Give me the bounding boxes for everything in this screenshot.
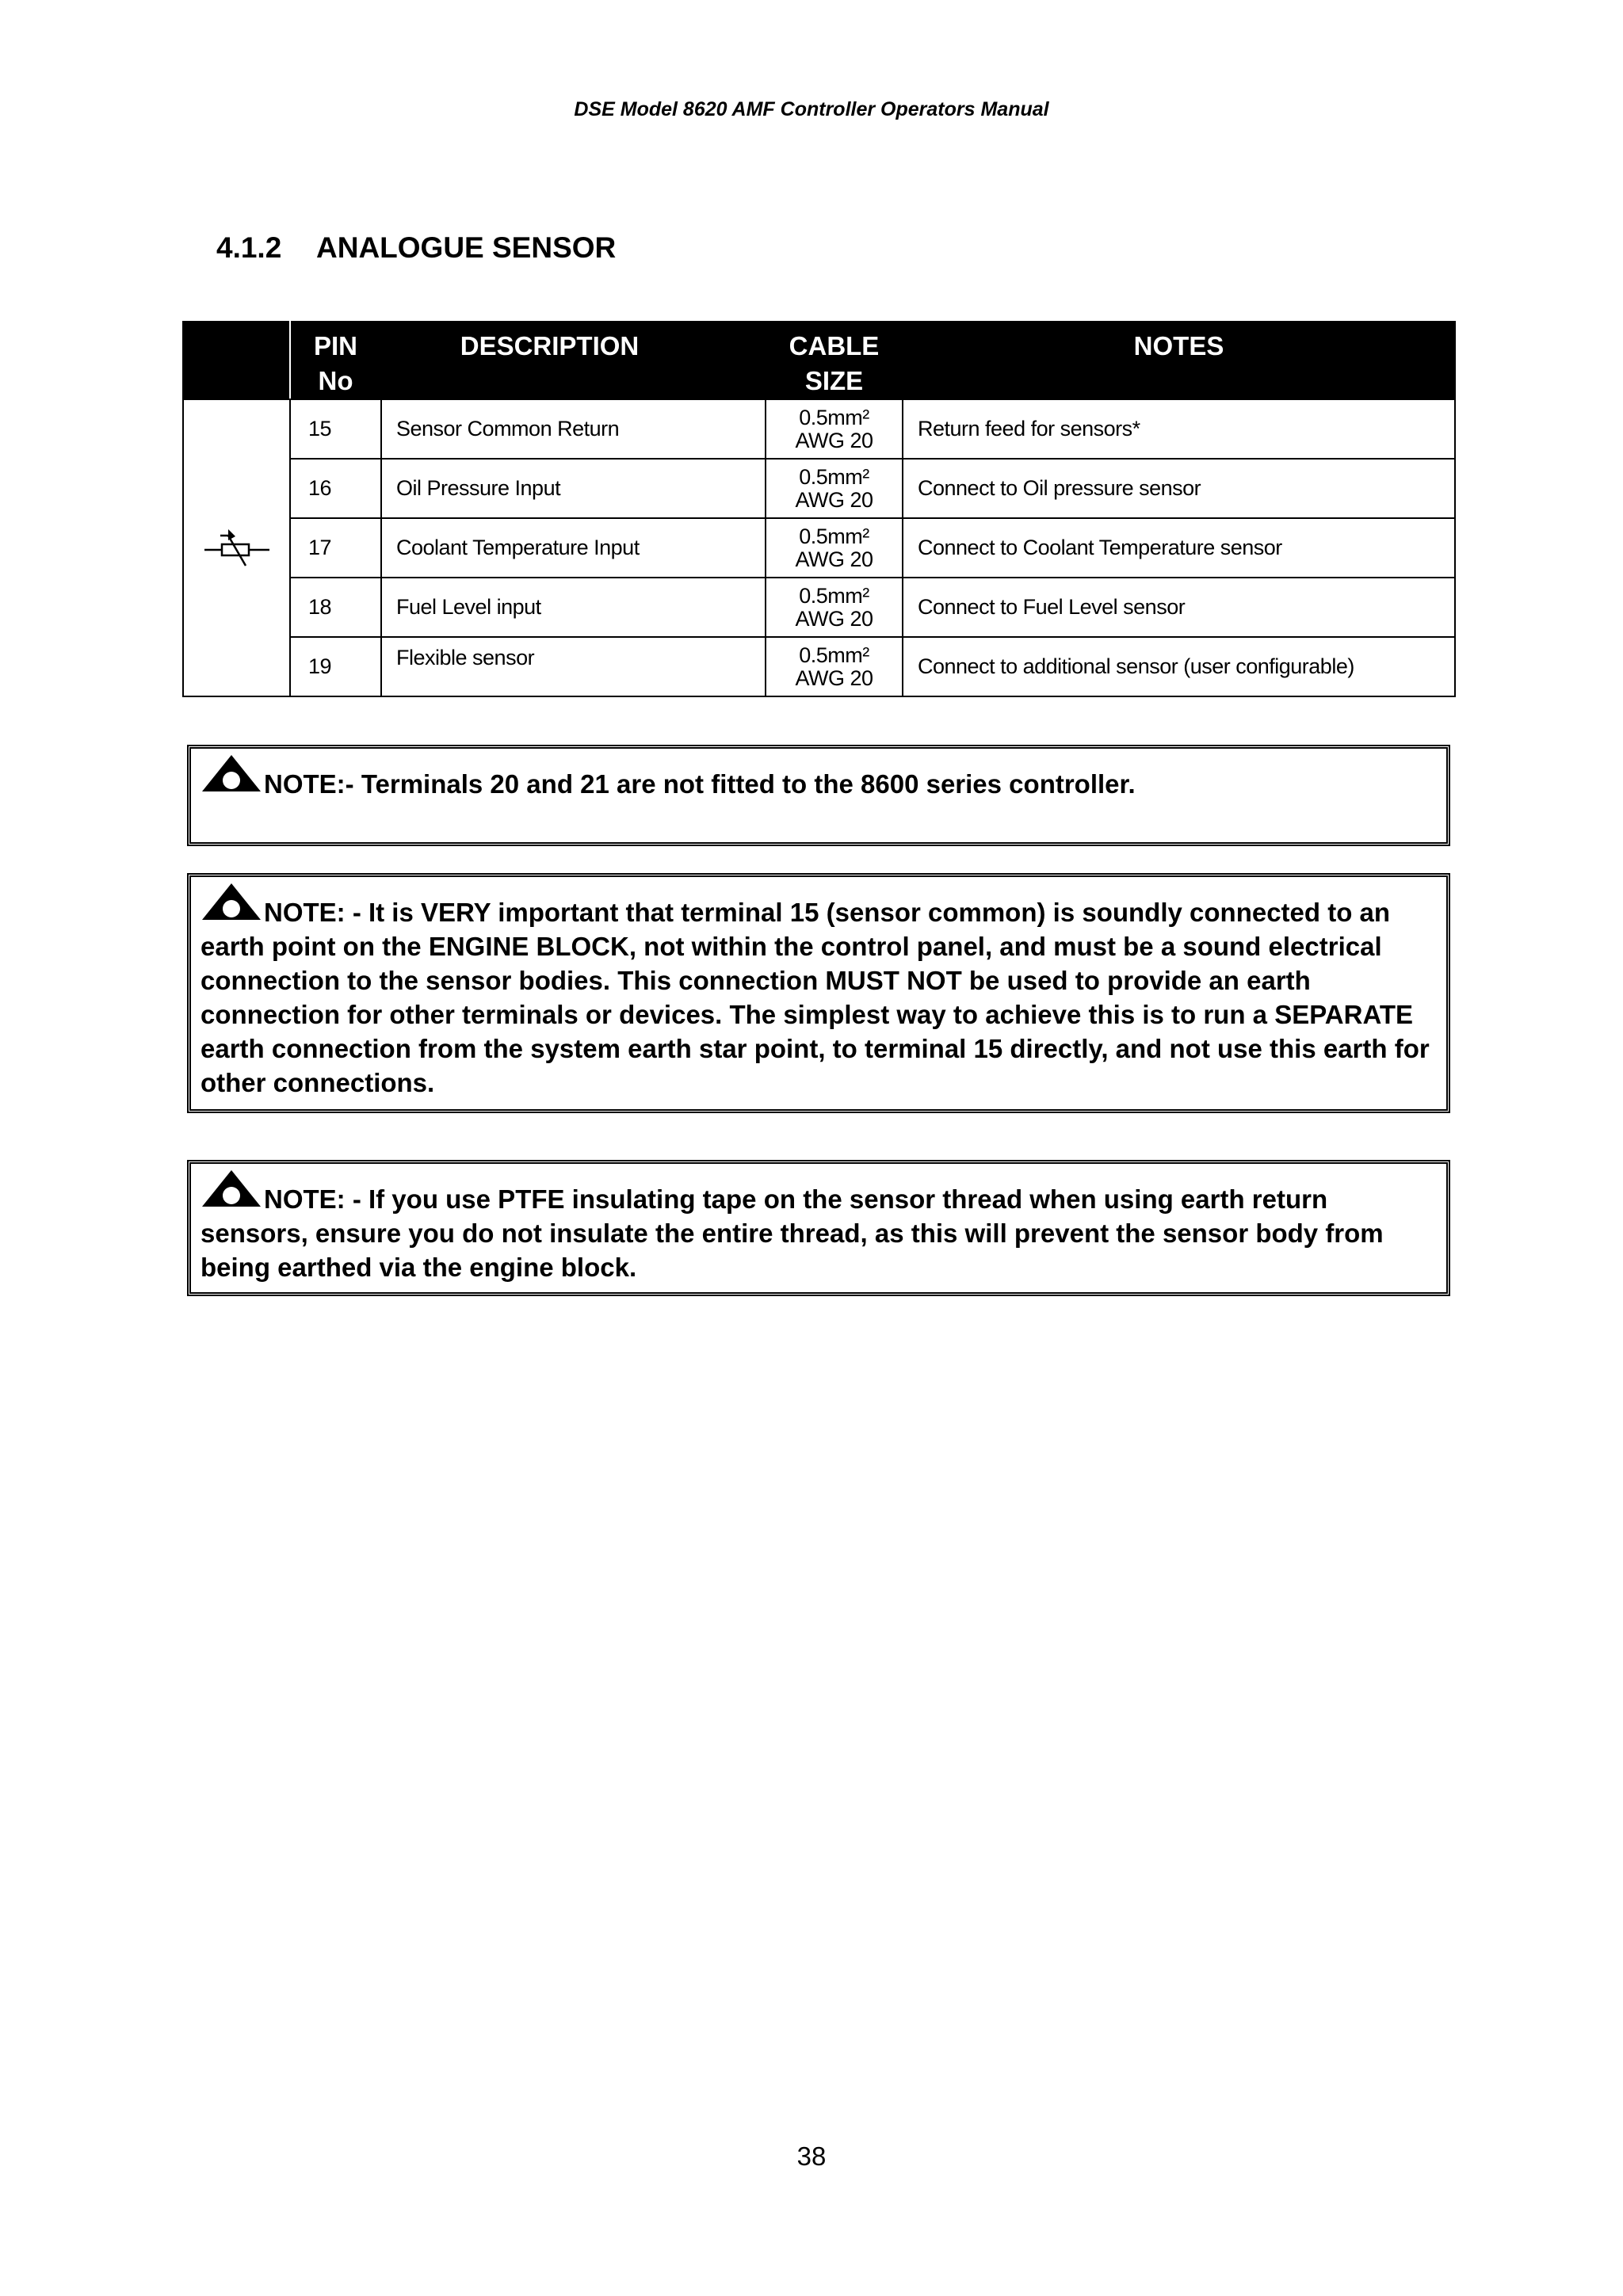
cable-awg: AWG 20 <box>795 428 873 452</box>
section-number: 4.1.2 <box>216 231 282 264</box>
header-notes: NOTES <box>903 322 1455 399</box>
header-description: DESCRIPTION <box>381 322 766 399</box>
cable-mm: 0.5mm² <box>799 464 869 489</box>
cable-mm: 0.5mm² <box>799 405 869 429</box>
running-header: DSE Model 8620 AMF Controller Operators Manual <box>574 98 1049 120</box>
note-box <box>187 1160 1450 1296</box>
cable-mm: 0.5mm² <box>799 643 869 667</box>
cable-mm: 0.5mm² <box>799 583 869 608</box>
table-row <box>183 578 1455 637</box>
header-symbol-cell <box>183 322 290 399</box>
pin-description: Coolant Temperature Input <box>381 518 766 578</box>
note-text: NOTE: - If you use PTFE insulating tape on the sensor thread when using earth return sensors, ensure you do not insulate the entire thread, as this will prevent the sensor body from being earthed via the engine block. <box>200 1184 1384 1282</box>
header-cable-label: CABLE <box>789 331 880 360</box>
sensor-symbol-cell <box>183 399 290 696</box>
pin-no: 18 <box>290 578 381 637</box>
page-number: 38 <box>796 2142 827 2171</box>
cable-size <box>766 637 903 696</box>
cable-size <box>766 518 903 578</box>
pin-notes: Connect to Coolant Temperature sensor <box>903 518 1455 578</box>
section-title <box>216 231 616 265</box>
note-text: NOTE:- Terminals 20 and 21 are not fitted to the 8600 series controller. <box>264 769 1136 799</box>
table-row <box>183 459 1455 518</box>
table-row <box>183 637 1455 696</box>
pin-description: Oil Pressure Input <box>381 459 766 518</box>
cable-awg: AWG 20 <box>795 487 873 512</box>
analogue-sensor-table <box>182 321 1456 697</box>
cable-size <box>766 399 903 459</box>
variable-resistor-sensor-icon <box>201 524 273 572</box>
pin-no: 16 <box>290 459 381 518</box>
warning-triangle-icon <box>200 753 262 793</box>
pin-no: 19 <box>290 637 381 696</box>
section-heading: ANALOGUE SENSOR <box>316 231 617 264</box>
table-header-row <box>183 322 1455 399</box>
pin-description: Sensor Common Return <box>381 399 766 459</box>
pin-description: Flexible sensor <box>381 637 766 696</box>
pin-description: Fuel Level input <box>381 578 766 637</box>
pin-notes: Return feed for sensors* <box>903 399 1455 459</box>
pin-notes: Connect to Fuel Level sensor <box>903 578 1455 637</box>
note-text: NOTE: - It is VERY important that terminal 15 (sensor common) is soundly connected to an earth point on the ENGINE BLOCK, not within the control panel, and must be a sound electrical connection to the sensor bodies. This connection MUST NOT be used to provide an earth connection for other terminals or devices. The simplest way to achieve this is to run a SEPARATE earth connection from the system earth star point, to terminal 15 directly, and not use this earth for other connections. <box>200 898 1430 1097</box>
cable-awg: AWG 20 <box>795 547 873 571</box>
note-box <box>187 745 1450 846</box>
header-no-label: No <box>318 366 353 395</box>
warning-triangle-icon <box>200 882 262 921</box>
pin-no: 17 <box>290 518 381 578</box>
pin-notes: Connect to Oil pressure sensor <box>903 459 1455 518</box>
cable-awg: AWG 20 <box>795 606 873 631</box>
table-row <box>183 399 1455 459</box>
note-box <box>187 873 1450 1113</box>
cable-size <box>766 459 903 518</box>
header-size-label: SIZE <box>804 366 864 395</box>
cable-awg: AWG 20 <box>795 666 873 690</box>
pin-notes: Connect to additional sensor (user configurable) <box>903 637 1455 696</box>
header-pin-no <box>290 322 381 399</box>
warning-triangle-icon <box>200 1169 262 1208</box>
header-pin-label: PIN <box>313 331 357 360</box>
pin-no: 15 <box>290 399 381 459</box>
header-cable-size <box>766 322 903 399</box>
cable-size <box>766 578 903 637</box>
cable-mm: 0.5mm² <box>799 524 869 548</box>
table-row <box>183 518 1455 578</box>
